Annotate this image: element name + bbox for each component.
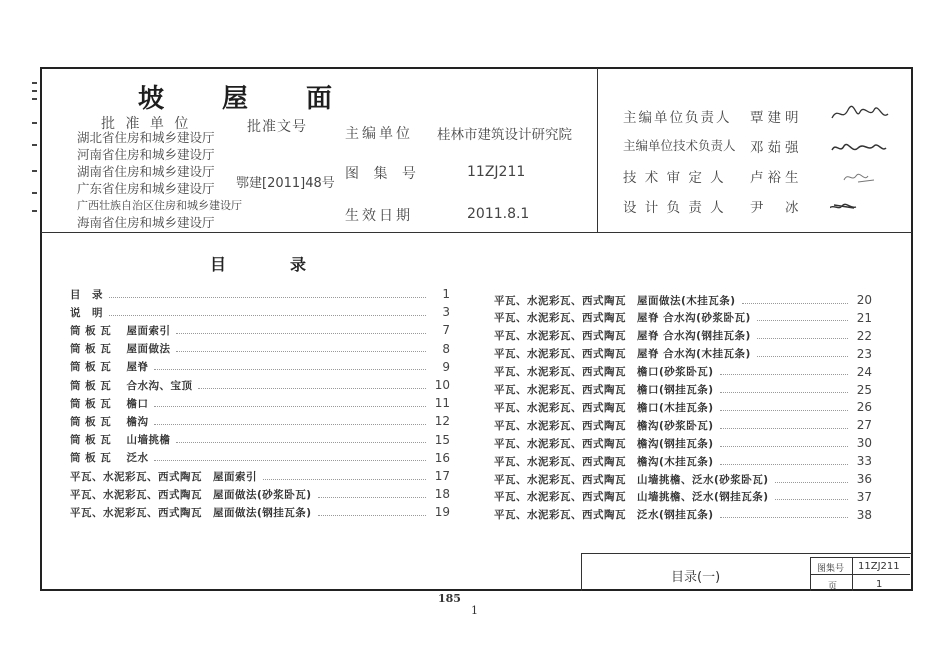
effective-date-label: 生效日期 — [345, 208, 413, 224]
responsible-name-0: 覃建明 — [750, 110, 803, 126]
toc-entry-page: 17 — [434, 469, 450, 483]
toc-entry-label: 筒 板 瓦 屋面索引 — [70, 324, 171, 337]
toc-leader-dots — [720, 446, 848, 447]
toc-leader-dots — [176, 442, 426, 443]
toc-entry-page: 30 — [856, 436, 872, 451]
toc-entry-page: 33 — [856, 454, 872, 469]
toc-leader-dots — [720, 410, 848, 411]
footer-inner-top — [810, 557, 910, 558]
toc-entry-label: 说 明 — [70, 306, 103, 319]
toc-leader-dots — [154, 460, 426, 461]
footer-page-value: 1 — [876, 579, 883, 590]
toc-leader-dots — [318, 515, 426, 516]
responsible-name-2: 卢裕生 — [750, 170, 803, 186]
signature-0 — [830, 104, 890, 124]
toc-entry-page: 19 — [434, 505, 450, 520]
toc-entry-label: 筒 板 瓦 屋面做法 — [70, 343, 171, 356]
toc-entry-page: 18 — [434, 487, 450, 502]
atlas-no-label: 图 集 号 — [345, 166, 421, 182]
toc-entry-label: 筒 板 瓦 檐沟 — [70, 415, 149, 428]
toc-entry-label: 筒 板 瓦 屋脊 — [70, 361, 149, 374]
toc-row[interactable] — [494, 471, 872, 487]
toc-entry-page: 10 — [434, 378, 450, 392]
toc-leader-dots — [318, 497, 426, 498]
toc-entry-page: 9 — [442, 359, 450, 374]
toc-entry-page: 21 — [856, 310, 872, 325]
toc-leader-dots — [720, 392, 848, 393]
toc-entry-page: 7 — [442, 323, 450, 338]
toc-row[interactable] — [70, 341, 450, 357]
toc-row[interactable] — [70, 468, 450, 484]
header-right-divider — [597, 68, 598, 233]
book-page-number: 185 — [438, 592, 461, 605]
toc-row[interactable] — [70, 486, 450, 502]
toc-row[interactable] — [494, 328, 872, 344]
toc-row[interactable] — [70, 377, 450, 393]
approval-doc-label: 批准文号 — [247, 119, 307, 135]
toc-entry-label: 平瓦、水泥彩瓦、西式陶瓦 泛水(钢挂瓦条) — [494, 509, 714, 522]
toc-entry-page: 27 — [856, 418, 872, 433]
approval-org-item: 海南省住房和城乡建设厅 — [77, 215, 215, 230]
toc-leader-dots — [720, 517, 848, 518]
toc-entry-page: 8 — [442, 341, 450, 356]
toc-entry-label: 平瓦、水泥彩瓦、西式陶瓦 屋脊 合水沟(木挂瓦条) — [494, 348, 751, 361]
toc-entry-label: 平瓦、水泥彩瓦、西式陶瓦 屋面索引 — [70, 470, 257, 483]
toc-entry-page: 23 — [856, 346, 872, 361]
toc-entry-label: 筒 板 瓦 泛水 — [70, 452, 149, 465]
toc-entry-page: 3 — [442, 305, 450, 320]
toc-entry-label: 平瓦、水泥彩瓦、西式陶瓦 屋面做法(砂浆卧瓦) — [70, 488, 312, 501]
toc-entry-page: 12 — [434, 414, 450, 429]
toc-leader-dots — [176, 333, 426, 334]
toc-entry-label: 目 录 — [70, 288, 103, 301]
approval-org-item: 湖南省住房和城乡建设厅 — [77, 164, 215, 179]
toc-leader-dots — [757, 320, 848, 321]
toc-entry-label: 平瓦、水泥彩瓦、西式陶瓦 檐口(砂浆卧瓦) — [494, 366, 714, 379]
header-bottom-rule — [41, 232, 912, 233]
responsible-role-3: 设 计 负 责 人 — [623, 200, 726, 216]
toc-row[interactable] — [70, 286, 450, 302]
toc-entry-page: 26 — [856, 400, 872, 415]
toc-row[interactable] — [70, 450, 450, 466]
toc-row[interactable] — [70, 359, 450, 375]
footer-atlas-value: 11ZJ211 — [858, 561, 900, 572]
responsible-role-1: 主编单位技术负责人 — [623, 138, 736, 153]
footer-row-rule — [810, 574, 910, 575]
toc-entry-page: 37 — [856, 489, 872, 504]
approval-unit-label: 批 准 单 位 — [101, 116, 192, 132]
toc-entry-label: 平瓦、水泥彩瓦、西式陶瓦 檐沟(砂浆卧瓦) — [494, 419, 714, 432]
toc-leader-dots — [742, 303, 848, 304]
toc-entry-label: 筒 板 瓦 山墙挑檐 — [70, 434, 171, 447]
scan-page-number: 1 — [471, 604, 478, 617]
toc-entry-label: 平瓦、水泥彩瓦、西式陶瓦 檐沟(钢挂瓦条) — [494, 437, 714, 450]
toc-leader-dots — [198, 388, 426, 389]
effective-date-value: 2011.8.1 — [467, 206, 530, 222]
toc-row[interactable] — [494, 346, 872, 362]
toc-leader-dots — [154, 424, 426, 425]
toc-entry-label: 平瓦、水泥彩瓦、西式陶瓦 屋脊 合水沟(钢挂瓦条) — [494, 330, 751, 343]
toc-title: 目 录 — [210, 255, 307, 274]
toc-row[interactable] — [70, 432, 450, 448]
signature-3 — [830, 197, 890, 217]
atlas-no-value: 11ZJ211 — [467, 164, 526, 180]
toc-row[interactable] — [494, 364, 872, 380]
toc-leader-dots — [775, 499, 848, 500]
scan-edge-marks — [32, 82, 38, 222]
footer-atlas-label: 图集号 — [817, 564, 845, 574]
toc-row[interactable] — [70, 413, 450, 429]
toc-entry-label: 平瓦、水泥彩瓦、西式陶瓦 檐沟(木挂瓦条) — [494, 455, 714, 468]
toc-leader-dots — [720, 374, 848, 375]
footer-page-label: 页 — [828, 582, 838, 592]
toc-row[interactable] — [70, 304, 450, 320]
toc-leader-dots — [757, 356, 848, 357]
toc-leader-dots — [109, 297, 426, 298]
approval-org-item: 湖北省住房和城乡建设厅 — [77, 130, 215, 145]
toc-entry-page: 36 — [856, 472, 872, 486]
approval-doc-value: 鄂建[2011]48号 — [236, 176, 335, 191]
responsible-name-3: 尹 冰 — [750, 200, 803, 216]
toc-entry-page: 15 — [434, 432, 450, 447]
toc-entry-label: 平瓦、水泥彩瓦、西式陶瓦 檐口(木挂瓦条) — [494, 401, 714, 414]
toc-row[interactable] — [70, 504, 450, 520]
document-title: 坡 屋 面 — [138, 84, 335, 114]
toc-row[interactable] — [494, 435, 872, 451]
toc-entry-label: 平瓦、水泥彩瓦、西式陶瓦 屋面做法(钢挂瓦条) — [70, 506, 312, 519]
toc-entry-label: 平瓦、水泥彩瓦、西式陶瓦 山墙挑檐、泛水(砂浆卧瓦) — [494, 473, 769, 486]
toc-entry-page: 11 — [434, 396, 450, 411]
toc-entry-label: 筒 板 瓦 合水沟、宝顶 — [70, 379, 193, 392]
toc-row[interactable] — [494, 507, 872, 523]
toc-leader-dots — [263, 479, 426, 480]
toc-entry-page: 38 — [856, 507, 872, 522]
toc-leader-dots — [720, 428, 848, 429]
responsible-role-0: 主编单位负责人 — [623, 110, 732, 126]
toc-leader-dots — [775, 482, 848, 483]
toc-row[interactable] — [494, 382, 872, 398]
editor-unit-value: 桂林市建筑设计研究院 — [437, 127, 572, 143]
signature-1 — [830, 138, 890, 158]
approval-org-item: 广西壮族自治区住房和城乡建设厅 — [77, 199, 242, 212]
toc-row[interactable] — [494, 453, 872, 469]
toc-leader-dots — [154, 406, 426, 407]
toc-row[interactable] — [494, 310, 872, 326]
toc-entry-page: 24 — [856, 364, 872, 379]
responsible-name-1: 邓茹强 — [750, 140, 803, 156]
approval-org-item: 广东省住房和城乡建设厅 — [77, 181, 215, 196]
toc-row[interactable] — [494, 417, 872, 433]
toc-row[interactable] — [494, 292, 872, 308]
footer-left-rule — [581, 553, 582, 591]
toc-entry-label: 平瓦、水泥彩瓦、西式陶瓦 屋脊 合水沟(砂浆卧瓦) — [494, 312, 751, 325]
toc-entry-page: 16 — [434, 450, 450, 465]
toc-row[interactable] — [70, 395, 450, 411]
approval-org-item: 河南省住房和城乡建设厅 — [77, 147, 215, 162]
toc-leader-dots — [109, 315, 426, 316]
toc-entry-page: 22 — [856, 328, 872, 343]
toc-entry-label: 平瓦、水泥彩瓦、西式陶瓦 檐口(钢挂瓦条) — [494, 384, 714, 396]
toc-row[interactable] — [494, 489, 872, 505]
toc-leader-dots — [154, 369, 426, 370]
toc-row[interactable] — [494, 399, 872, 415]
footer-top-rule — [581, 553, 912, 554]
toc-entry-page: 25 — [856, 382, 872, 397]
toc-leader-dots — [176, 351, 426, 352]
signature-2 — [830, 168, 890, 188]
toc-entry-page: 1 — [442, 287, 450, 301]
toc-entry-label: 平瓦、水泥彩瓦、西式陶瓦 山墙挑檐、泛水(钢挂瓦条) — [494, 491, 769, 504]
toc-entry-page: 20 — [856, 293, 872, 307]
editor-unit-label: 主编单位 — [345, 126, 413, 142]
toc-leader-dots — [720, 464, 848, 465]
toc-row[interactable] — [70, 322, 450, 338]
sheet-title: 目录(一) — [671, 570, 721, 585]
toc-entry-label: 平瓦、水泥彩瓦、西式陶瓦 屋面做法(木挂瓦条) — [494, 294, 736, 307]
responsible-role-2: 技 术 审 定 人 — [623, 170, 726, 186]
toc-leader-dots — [757, 338, 848, 339]
toc-entry-label: 筒 板 瓦 檐口 — [70, 397, 149, 410]
